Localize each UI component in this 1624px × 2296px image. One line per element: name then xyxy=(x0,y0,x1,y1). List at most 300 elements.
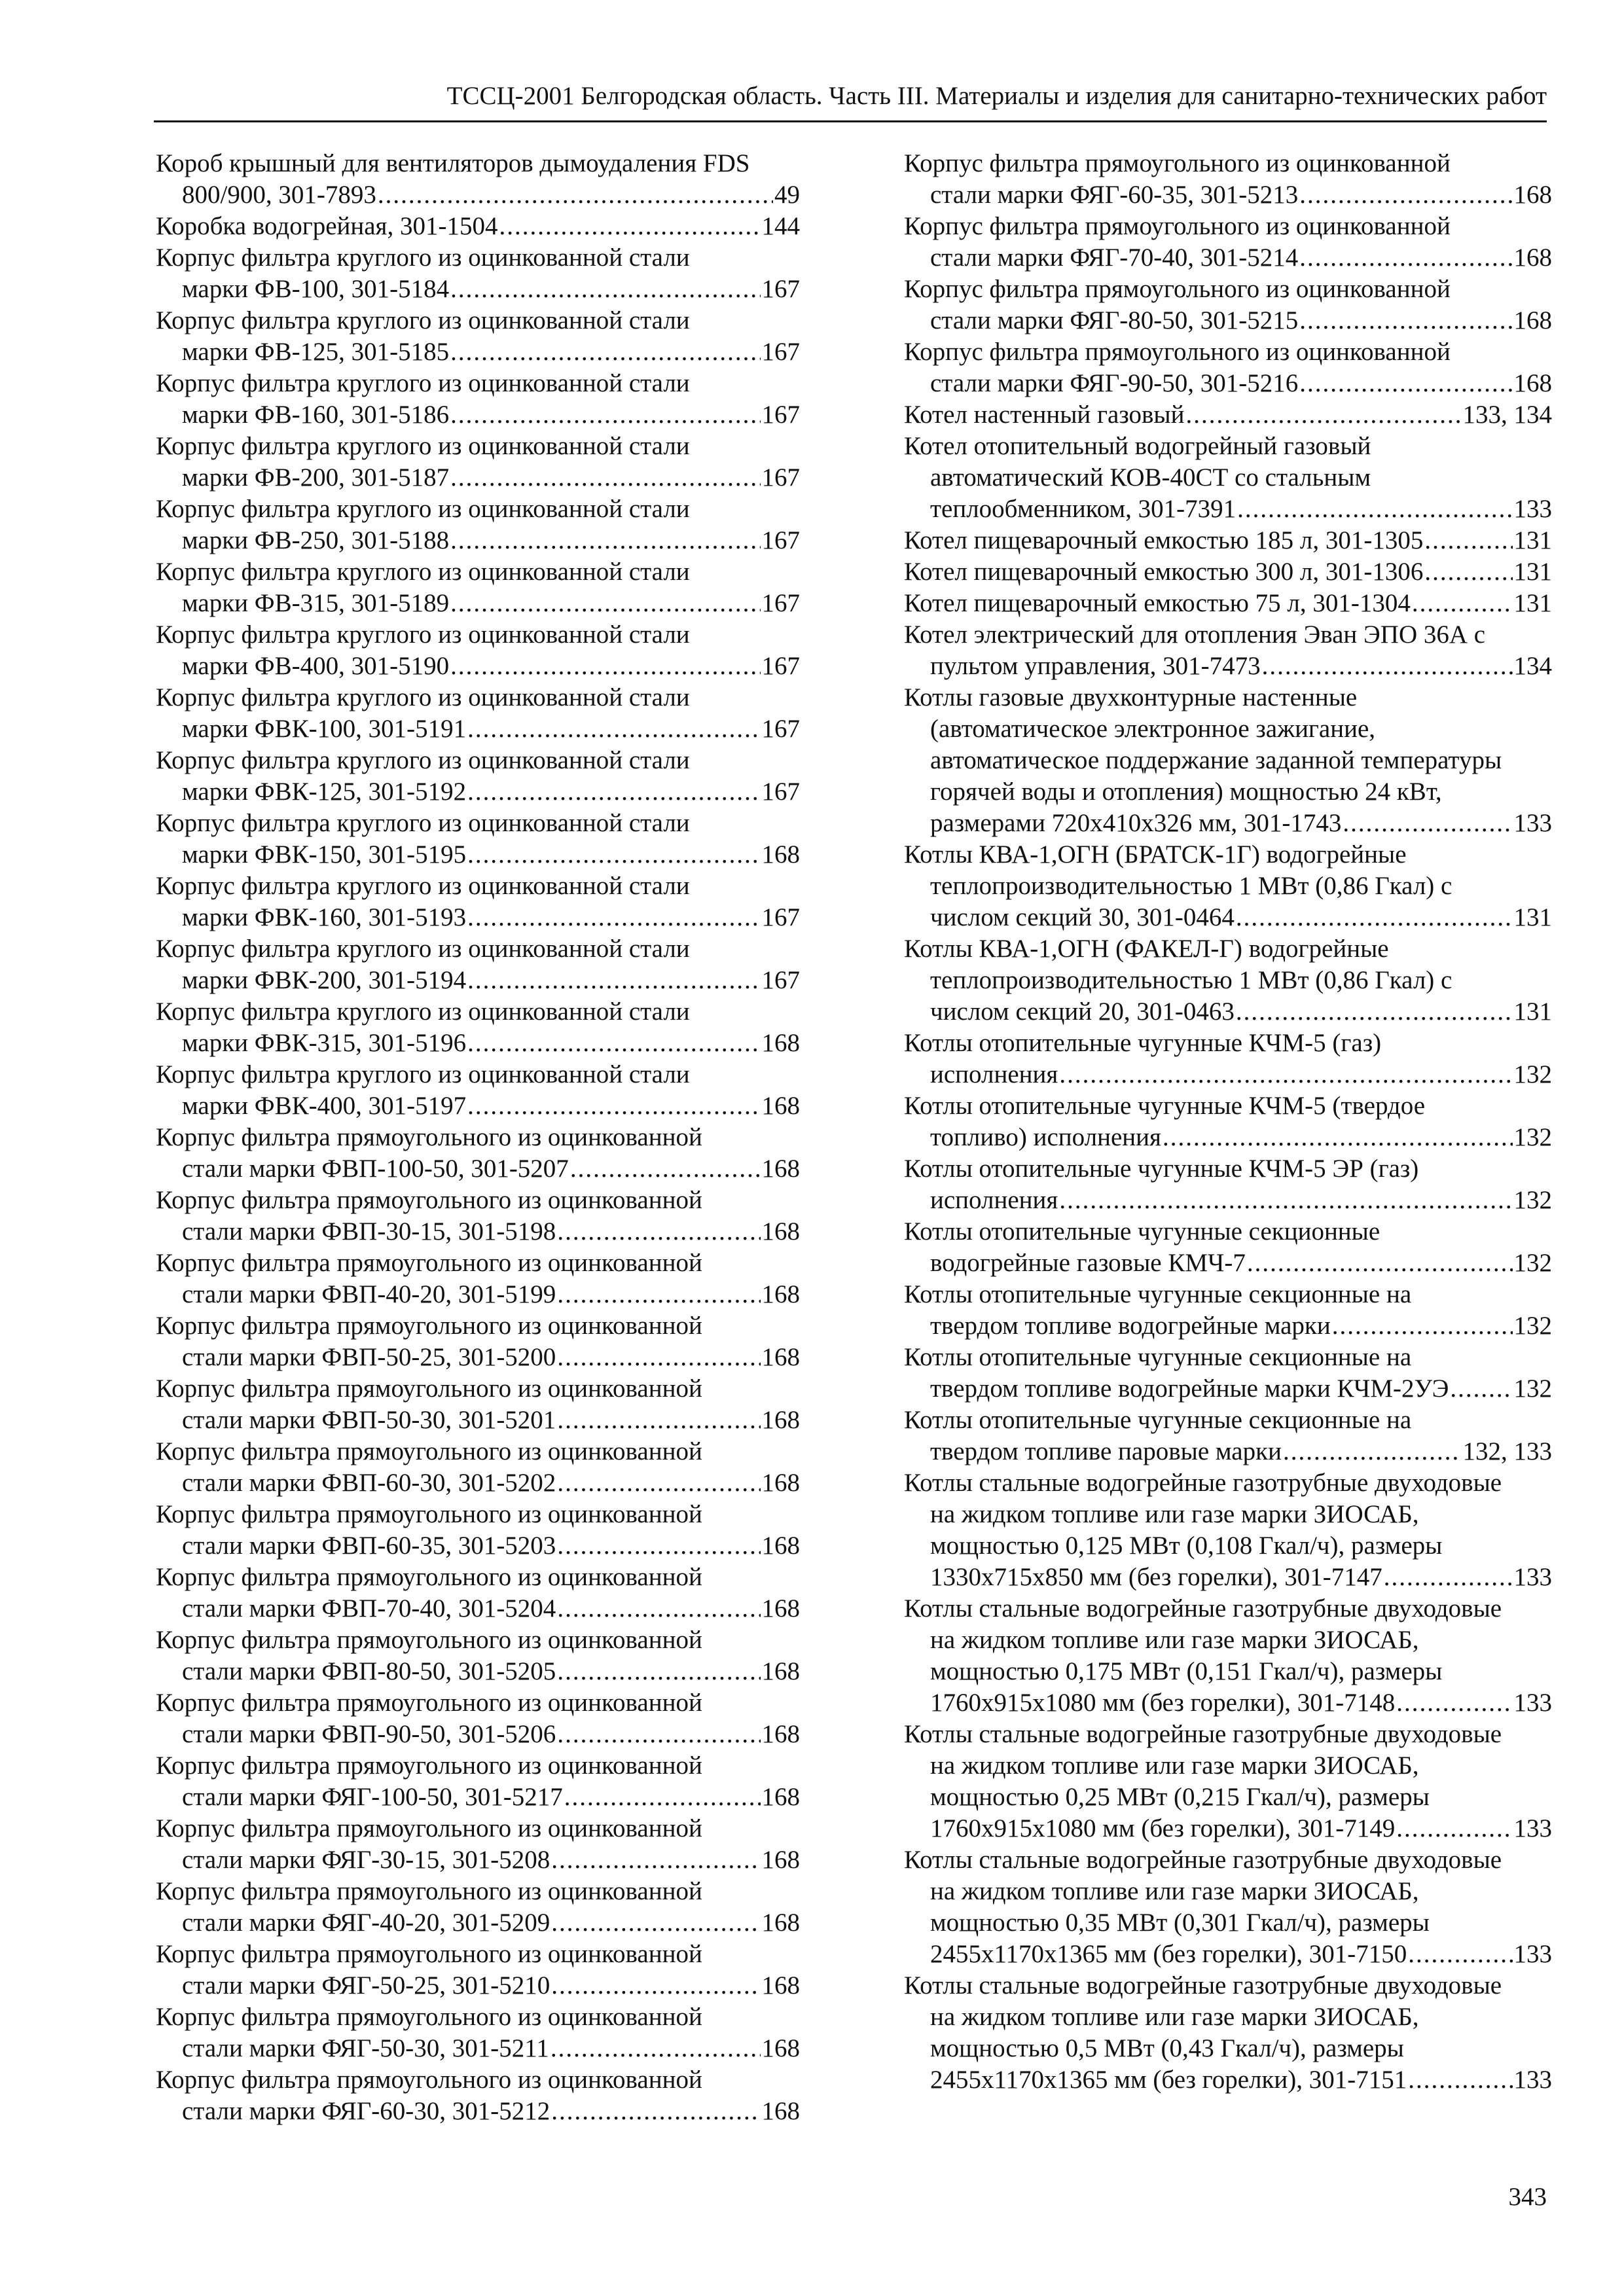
dot-leader xyxy=(551,2096,760,2127)
entry-text: Корпус фильтра прямоугольного из оцинкованной xyxy=(156,1249,702,1277)
index-entry xyxy=(156,1562,800,1624)
index-entry xyxy=(156,682,800,745)
dot-leader xyxy=(1237,493,1512,525)
entry-text: стали марки ФВП-90-50, 301-5206 xyxy=(182,1720,556,1748)
dot-leader xyxy=(557,1405,760,1436)
entry-text: 1760х915х1080 мм (без горелки), 301-7149 xyxy=(930,1814,1396,1842)
entry-text: стали марки ФЯГ-70-40, 301-5214 xyxy=(930,243,1299,272)
entry-text: Котлы стальные водогрейные газотрубные двуходовые xyxy=(904,1594,1502,1623)
dot-leader xyxy=(450,525,760,556)
entry-last-line xyxy=(904,399,1552,431)
entry-text: автоматическое поддержание заданной температуры xyxy=(930,746,1502,774)
entry-text: Корпус фильтра прямоугольного из оцинкованной xyxy=(156,1940,702,1968)
entry-last-line xyxy=(156,336,800,368)
index-entry xyxy=(156,1247,800,1310)
entry-last-line xyxy=(156,1970,800,2001)
entry-page-ref: 168 xyxy=(761,1846,800,1874)
entry-page-ref: 133 xyxy=(1513,809,1552,837)
index-column-left xyxy=(156,148,800,2127)
entry-text: твердом топливе водогрейные марки xyxy=(930,1312,1331,1340)
dot-leader xyxy=(1408,1939,1512,1970)
entry-page-ref: 168 xyxy=(761,2097,800,2125)
entry-page-ref: 168 xyxy=(1513,243,1552,272)
entry-page-ref: 133, 134 xyxy=(1462,401,1552,429)
entry-page-ref: 168 xyxy=(1513,306,1552,334)
dot-leader xyxy=(467,1090,760,1122)
entry-text: Котел электрический для отопления Эван ЭПО 36А с xyxy=(904,620,1486,649)
entry-page-ref: 168 xyxy=(761,1343,800,1371)
entry-text: Корпус фильтра круглого из оцинкованной стали xyxy=(156,369,690,397)
entry-text: Корпус фильтра прямоугольного из оцинкованной xyxy=(156,2066,702,2094)
entry-last-line xyxy=(156,399,800,431)
entry-page-ref: 133 xyxy=(1513,495,1552,523)
entry-text: марки ФВ-400, 301-5190 xyxy=(182,652,450,680)
index-entry xyxy=(156,242,800,305)
entry-text: (автоматическое электронное зажигание, xyxy=(930,715,1376,743)
entry-text: 1760х915х1080 мм (без горелки), 301-7148 xyxy=(930,1689,1396,1717)
index-entry xyxy=(156,933,800,996)
entry-text: стали марки ФВП-60-30, 301-5202 xyxy=(182,1469,556,1497)
entry-text: горячей воды и отопления) мощностью 24 кВт, xyxy=(930,778,1442,806)
index-entry xyxy=(156,2064,800,2127)
entry-text: на жидком топливе или газе марки ЗИОСАБ, xyxy=(930,1877,1419,1905)
entry-page-ref: 131 xyxy=(1513,903,1552,931)
index-entry xyxy=(904,619,1552,682)
dot-leader xyxy=(1299,179,1512,211)
entry-text: Корпус фильтра круглого из оцинкованной стали xyxy=(156,746,690,774)
entry-last-line xyxy=(156,839,800,870)
entry-page-ref: 168 xyxy=(761,1657,800,1685)
entry-page-ref: 167 xyxy=(761,463,800,492)
entry-page-ref: 134 xyxy=(1513,652,1552,680)
index-entry xyxy=(156,619,800,682)
index-entry xyxy=(156,556,800,619)
index-entry xyxy=(156,368,800,431)
index-entry xyxy=(156,808,800,870)
entry-text: Коробка водогрейная, 301-1504 xyxy=(156,212,498,240)
entry-text: марки ФВК-160, 301-5193 xyxy=(182,903,467,931)
entry-page-ref: 49 xyxy=(774,181,800,209)
entry-page-ref: 168 xyxy=(761,1029,800,1057)
entry-last-line xyxy=(156,651,800,682)
entry-text: Котел пищеварочный емкостью 75 л, 301-1304 xyxy=(904,589,1411,617)
entry-text: Котлы отопительные чугунные секционные на xyxy=(904,1406,1412,1434)
index-entry xyxy=(156,745,800,808)
index-entry xyxy=(904,933,1552,1028)
entry-text: Корпус фильтра прямоугольного из оцинкованной xyxy=(904,275,1451,303)
entry-text: Котел настенный газовый xyxy=(904,401,1185,429)
dot-leader xyxy=(467,1028,760,1059)
entry-text: 800/900, 301-7893 xyxy=(182,181,376,209)
entry-last-line xyxy=(904,1436,1552,1467)
index-entry xyxy=(904,1153,1552,1216)
entry-text: стали марки ФВП-60-35, 301-5203 xyxy=(182,1532,556,1560)
entry-text: Корпус фильтра прямоугольного из оцинкованной xyxy=(904,212,1451,240)
index-entry xyxy=(156,493,800,556)
entry-text: Корпус фильтра прямоугольного из оцинкованной xyxy=(904,338,1451,366)
entry-last-line xyxy=(904,1562,1552,1593)
dot-leader xyxy=(557,1216,760,1247)
index-entry xyxy=(904,274,1552,336)
dot-leader xyxy=(1236,996,1513,1028)
entry-last-line xyxy=(156,1342,800,1373)
index-entry xyxy=(156,870,800,933)
entry-text: на жидком топливе или газе марки ЗИОСАБ, xyxy=(930,1500,1419,1528)
entry-page-ref: 167 xyxy=(761,401,800,429)
entry-text: Котлы отопительные чугунные КЧМ-5 (твердое xyxy=(904,1092,1426,1120)
index-entry xyxy=(904,431,1552,525)
entry-text: марки ФВК-315, 301-5196 xyxy=(182,1029,467,1057)
entry-text: Котлы отопительные чугунные секционные на xyxy=(904,1343,1412,1371)
dot-leader xyxy=(557,1656,760,1687)
entry-last-line xyxy=(156,1279,800,1310)
dot-leader xyxy=(467,965,760,996)
dot-leader xyxy=(450,274,760,305)
index-entry xyxy=(904,1279,1552,1342)
entry-last-line xyxy=(904,588,1552,619)
entry-text: марки ФВ-125, 301-5185 xyxy=(182,338,450,366)
entry-page-ref: 168 xyxy=(761,1720,800,1748)
index-entry xyxy=(904,1405,1552,1467)
entry-text: Котел пищеварочный емкостью 300 л, 301-1306 xyxy=(904,558,1424,586)
entry-text: Корпус фильтра круглого из оцинкованной стали xyxy=(156,495,690,523)
entry-text: Корпус фильтра прямоугольного из оцинкованной xyxy=(156,1563,702,1591)
dot-leader xyxy=(550,2033,761,2064)
index-entry xyxy=(904,588,1552,619)
entry-page-ref: 168 xyxy=(761,1594,800,1623)
index-entry xyxy=(156,305,800,368)
entry-last-line xyxy=(156,2096,800,2127)
entry-last-line xyxy=(904,902,1552,933)
entry-text: стали марки ФВП-50-30, 301-5201 xyxy=(182,1406,556,1434)
entry-text: на жидком топливе или газе марки ЗИОСАБ, xyxy=(930,1751,1419,1780)
entry-page-ref: 132 xyxy=(1513,1060,1552,1088)
entry-last-line xyxy=(904,2064,1552,2096)
entry-text: Котлы КВА-1,ОГН (ФАКЕЛ-Г) водогрейные xyxy=(904,935,1389,963)
entry-page-ref: 133 xyxy=(1513,1563,1552,1591)
entry-text: Корпус фильтра прямоугольного из оцинкованной xyxy=(156,1689,702,1717)
dot-leader xyxy=(1384,1562,1513,1593)
entry-last-line xyxy=(156,2033,800,2064)
entry-text: мощностью 0,25 МВт (0,215 Гкал/ч), размеры xyxy=(930,1783,1430,1811)
entry-page-ref: 167 xyxy=(761,338,800,366)
dot-leader xyxy=(557,1719,760,1750)
entry-text: Корпус фильтра круглого из оцинкованной стали xyxy=(156,872,690,900)
entry-last-line xyxy=(904,1310,1552,1342)
entry-page-ref: 167 xyxy=(761,778,800,806)
entry-text: марки ФВ-250, 301-5188 xyxy=(182,526,450,554)
entry-text: мощностью 0,35 МВт (0,301 Гкал/ч), размеры xyxy=(930,1909,1430,1937)
index-entry xyxy=(904,1593,1552,1719)
entry-last-line xyxy=(156,274,800,305)
index-entry xyxy=(156,1499,800,1562)
entry-text: 1330х715х850 мм (без горелки), 301-7147 xyxy=(930,1563,1382,1591)
index-entry xyxy=(904,211,1552,274)
dot-leader xyxy=(564,1782,761,1813)
entry-text: Корпус фильтра прямоугольного из оцинкованной xyxy=(156,1626,702,1654)
entry-text: исполнения xyxy=(930,1186,1058,1214)
entry-text: марки ФВК-100, 301-5191 xyxy=(182,715,467,743)
index-entry xyxy=(904,525,1552,556)
entry-text: Корпус фильтра прямоугольного из оцинкованной xyxy=(156,1500,702,1528)
entry-text: Короб крышный для вентиляторов дымоудаления FDS xyxy=(156,149,750,177)
entry-page-ref: 168 xyxy=(761,1909,800,1937)
entry-last-line xyxy=(904,1813,1552,1844)
entry-last-line xyxy=(904,525,1552,556)
entry-last-line xyxy=(156,179,800,211)
entry-last-line xyxy=(156,1153,800,1185)
entry-text: теплопроизводительностью 1 МВт (0,86 Гкал) с xyxy=(930,966,1453,994)
entry-text: стали марки ФЯГ-100-50, 301-5217 xyxy=(182,1783,563,1811)
entry-page-ref: 133 xyxy=(1513,1940,1552,1968)
entry-page-ref: 167 xyxy=(761,275,800,303)
entry-last-line xyxy=(156,1656,800,1687)
header-title: ТССЦ-2001 Белгородская область. Часть III. Материалы и изделия для санитарно-технических работ xyxy=(446,82,1547,110)
entry-last-line xyxy=(904,1373,1552,1405)
index-entry xyxy=(156,1059,800,1122)
entry-page-ref: 133 xyxy=(1513,1689,1552,1717)
entry-last-line xyxy=(904,493,1552,525)
entry-text: Корпус фильтра прямоугольного из оцинкованной xyxy=(156,1877,702,1905)
entry-text: теплопроизводительностью 1 МВт (0,86 Гкал) с xyxy=(930,872,1453,900)
entry-page-ref: 131 xyxy=(1513,589,1552,617)
entry-last-line xyxy=(156,462,800,493)
entry-text: водогрейные газовые КМЧ-7 xyxy=(930,1249,1246,1277)
dot-leader xyxy=(1299,305,1512,336)
entry-text: мощностью 0,175 МВт (0,151 Гкал/ч), размеры xyxy=(930,1657,1443,1685)
entry-text: стали марки ФЯГ-40-20, 301-5209 xyxy=(182,1909,550,1937)
entry-text: Корпус фильтра прямоугольного из оцинкованной xyxy=(904,149,1451,177)
entry-page-ref: 168 xyxy=(761,1092,800,1120)
entry-text: топливо) исполнения xyxy=(930,1123,1161,1151)
dot-leader xyxy=(1299,242,1512,274)
entry-text: стали марки ФЯГ-60-35, 301-5213 xyxy=(930,181,1299,209)
entry-last-line xyxy=(904,808,1552,839)
entry-page-ref: 168 xyxy=(1513,369,1552,397)
entry-last-line xyxy=(904,1122,1552,1153)
entry-page-ref: 132 xyxy=(1513,1312,1552,1340)
entry-text: стали марки ФВП-80-50, 301-5205 xyxy=(182,1657,556,1685)
entry-last-line xyxy=(156,588,800,619)
index-entry xyxy=(156,1436,800,1499)
dot-leader xyxy=(1059,1185,1512,1216)
index-entry xyxy=(904,839,1552,933)
entry-last-line xyxy=(904,1185,1552,1216)
entry-page-ref: 131 xyxy=(1513,526,1552,554)
entry-text: Котлы отопительные чугунные КЧМ-5 ЭР (газ) xyxy=(904,1155,1419,1183)
entry-page-ref: 168 xyxy=(761,1971,800,2000)
entry-last-line xyxy=(904,242,1552,274)
index-entry xyxy=(156,2001,800,2064)
index-entry xyxy=(156,1373,800,1436)
entry-text: Котел пищеварочный емкостью 185 л, 301-1305 xyxy=(904,526,1424,554)
entry-last-line xyxy=(156,1593,800,1624)
entry-last-line xyxy=(156,1467,800,1499)
entry-page-ref: 132 xyxy=(1513,1186,1552,1214)
index-entry xyxy=(156,148,800,211)
dot-leader xyxy=(557,1593,760,1624)
entry-text: стали марки ФЯГ-50-30, 301-5211 xyxy=(182,2034,549,2062)
index-column-right xyxy=(904,148,1552,2096)
entry-page-ref: 167 xyxy=(761,966,800,994)
entry-text: Корпус фильтра прямоугольного из оцинкованной xyxy=(156,2003,702,2031)
entry-text: марки ФВК-125, 301-5192 xyxy=(182,778,467,806)
index-entry xyxy=(156,1876,800,1939)
dot-leader xyxy=(467,776,760,808)
index-entry xyxy=(156,1310,800,1373)
entry-last-line xyxy=(904,179,1552,211)
entry-text: стали марки ФВП-100-50, 301-5207 xyxy=(182,1155,569,1183)
entry-last-line xyxy=(904,1939,1552,1970)
index-entry xyxy=(904,1844,1552,1970)
entry-text: 2455х1170х1365 мм (без горелки), 301-7151 xyxy=(930,2066,1407,2094)
entry-page-ref: 168 xyxy=(761,1280,800,1308)
index-entry xyxy=(904,1028,1552,1090)
dot-leader xyxy=(1412,588,1513,619)
entry-text: Котлы стальные водогрейные газотрубные двуходовые xyxy=(904,1720,1502,1748)
entry-last-line xyxy=(904,996,1552,1028)
entry-page-ref: 131 xyxy=(1513,558,1552,586)
entry-page-ref: 132 xyxy=(1513,1123,1552,1151)
index-entry xyxy=(904,1719,1552,1844)
entry-page-ref: 168 xyxy=(761,1217,800,1246)
entry-page-ref: 167 xyxy=(761,526,800,554)
entry-last-line xyxy=(904,368,1552,399)
entry-last-line xyxy=(904,1247,1552,1279)
dot-leader xyxy=(557,1279,760,1310)
entry-text: твердом топливе водогрейные марки КЧМ-2УЭ xyxy=(930,1374,1449,1403)
entry-text: Котлы газовые двухконтурные настенные xyxy=(904,683,1358,711)
entry-last-line xyxy=(156,1719,800,1750)
dot-leader xyxy=(1262,651,1513,682)
entry-text: Корпус фильтра прямоугольного из оцинкованной xyxy=(156,1374,702,1403)
index-entry xyxy=(156,1624,800,1687)
dot-leader xyxy=(1247,1247,1513,1279)
entry-page-ref: 132, 133 xyxy=(1462,1437,1552,1465)
index-entry xyxy=(904,1216,1552,1279)
entry-page-ref: 168 xyxy=(761,840,800,869)
entry-text: стали марки ФЯГ-90-50, 301-5216 xyxy=(930,369,1299,397)
entry-text: Котлы стальные водогрейные газотрубные двуходовые xyxy=(904,1971,1502,2000)
entry-last-line xyxy=(156,1028,800,1059)
dot-leader xyxy=(1396,1813,1512,1844)
entry-text: пультом управления, 301-7473 xyxy=(930,652,1261,680)
dot-leader xyxy=(1332,1310,1513,1342)
entry-text: стали марки ФЯГ-80-50, 301-5215 xyxy=(930,306,1299,334)
entry-text: стали марки ФВП-70-40, 301-5204 xyxy=(182,1594,556,1623)
entry-text: стали марки ФВП-30-15, 301-5198 xyxy=(182,1217,556,1246)
page-number: 343 xyxy=(1508,2183,1547,2211)
dot-leader xyxy=(551,1907,760,1939)
entry-text: марки ФВК-150, 301-5195 xyxy=(182,840,467,869)
entry-text: Корпус фильтра прямоугольного из оцинкованной xyxy=(156,1814,702,1842)
entry-text: Котлы отопительные чугунные секционные на xyxy=(904,1280,1412,1308)
entry-last-line xyxy=(156,211,800,242)
entry-page-ref: 168 xyxy=(761,1155,800,1183)
index-entry xyxy=(904,1090,1552,1153)
index-entry xyxy=(156,1939,800,2001)
entry-page-ref: 168 xyxy=(1513,181,1552,209)
entry-text: марки ФВ-160, 301-5186 xyxy=(182,401,450,429)
entry-text: исполнения xyxy=(930,1060,1058,1088)
index-entry xyxy=(156,1122,800,1185)
entry-text: Корпус фильтра круглого из оцинкованной стали xyxy=(156,243,690,272)
dot-leader xyxy=(450,588,760,619)
dot-leader xyxy=(557,1467,760,1499)
entry-text: 2455х1170х1365 мм (без горелки), 301-7150 xyxy=(930,1940,1407,1968)
index-entry xyxy=(156,996,800,1059)
entry-text: марки ФВ-200, 301-5187 xyxy=(182,463,450,492)
entry-last-line xyxy=(156,965,800,996)
dot-leader xyxy=(1283,1436,1462,1467)
index-entry xyxy=(156,1813,800,1876)
dot-leader xyxy=(1450,1373,1512,1405)
dot-leader xyxy=(1424,525,1512,556)
entry-text: мощностью 0,125 МВт (0,108 Гкал/ч), размеры xyxy=(930,1532,1443,1560)
entry-text: марки ФВК-400, 301-5197 xyxy=(182,1092,467,1120)
entry-text: Котлы отопительные чугунные КЧМ-5 (газ) xyxy=(904,1029,1382,1057)
index-entry xyxy=(156,1185,800,1247)
dot-leader xyxy=(1424,556,1512,588)
entry-page-ref: 168 xyxy=(761,1783,800,1811)
entry-text: Корпус фильтра прямоугольного из оцинкованной xyxy=(156,1123,702,1151)
entry-last-line xyxy=(156,1405,800,1436)
entry-text: марки ФВ-315, 301-5189 xyxy=(182,589,450,617)
entry-text: Корпус фильтра круглого из оцинкованной стали xyxy=(156,683,690,711)
entry-text: Корпус фильтра круглого из оцинкованной стали xyxy=(156,1060,690,1088)
index-entry xyxy=(904,1467,1552,1593)
entry-text: Корпус фильтра круглого из оцинкованной стали xyxy=(156,306,690,334)
entry-text: Корпус фильтра прямоугольного из оцинкованной xyxy=(156,1751,702,1780)
entry-page-ref: 133 xyxy=(1513,2066,1552,2094)
entry-text: размерами 720х410х326 мм, 301-1743 xyxy=(930,809,1342,837)
dot-leader xyxy=(450,651,760,682)
dot-leader xyxy=(1408,2064,1512,2096)
entry-text: автоматический КОВ-40СТ со стальным xyxy=(930,463,1371,492)
entry-last-line xyxy=(156,1844,800,1876)
entry-last-line xyxy=(156,525,800,556)
dot-leader xyxy=(551,1970,760,2001)
entry-text: марки ФВ-100, 301-5184 xyxy=(182,275,450,303)
entry-last-line xyxy=(156,1907,800,1939)
entry-text: твердом топливе паровые марки xyxy=(930,1437,1282,1465)
entry-text: на жидком топливе или газе марки ЗИОСАБ, xyxy=(930,2003,1419,2031)
entry-last-line xyxy=(156,902,800,933)
entry-text: Котел отопительный водогрейный газовый xyxy=(904,432,1371,460)
entry-text: Корпус фильтра круглого из оцинкованной стали xyxy=(156,558,690,586)
dot-leader xyxy=(467,713,760,745)
dot-leader xyxy=(1186,399,1462,431)
dot-leader xyxy=(499,211,760,242)
entry-last-line xyxy=(904,1687,1552,1719)
entry-last-line xyxy=(156,1530,800,1562)
entry-page-ref: 131 xyxy=(1513,997,1552,1026)
entry-text: Корпус фильтра круглого из оцинкованной стали xyxy=(156,997,690,1026)
entry-text: Корпус фильтра прямоугольного из оцинкованной xyxy=(156,1186,702,1214)
entry-text: Корпус фильтра круглого из оцинкованной стали xyxy=(156,432,690,460)
entry-last-line xyxy=(904,651,1552,682)
entry-page-ref: 168 xyxy=(761,2034,800,2062)
entry-page-ref: 168 xyxy=(761,1532,800,1560)
index-entry xyxy=(156,431,800,493)
index-entry xyxy=(904,1970,1552,2096)
entry-last-line xyxy=(156,1090,800,1122)
dot-leader xyxy=(570,1153,761,1185)
entry-page-ref: 132 xyxy=(1513,1249,1552,1277)
entry-text: Корпус фильтра круглого из оцинкованной стали xyxy=(156,935,690,963)
entry-text: стали марки ФВП-40-20, 301-5199 xyxy=(182,1280,556,1308)
entry-page-ref: 133 xyxy=(1513,1814,1552,1842)
